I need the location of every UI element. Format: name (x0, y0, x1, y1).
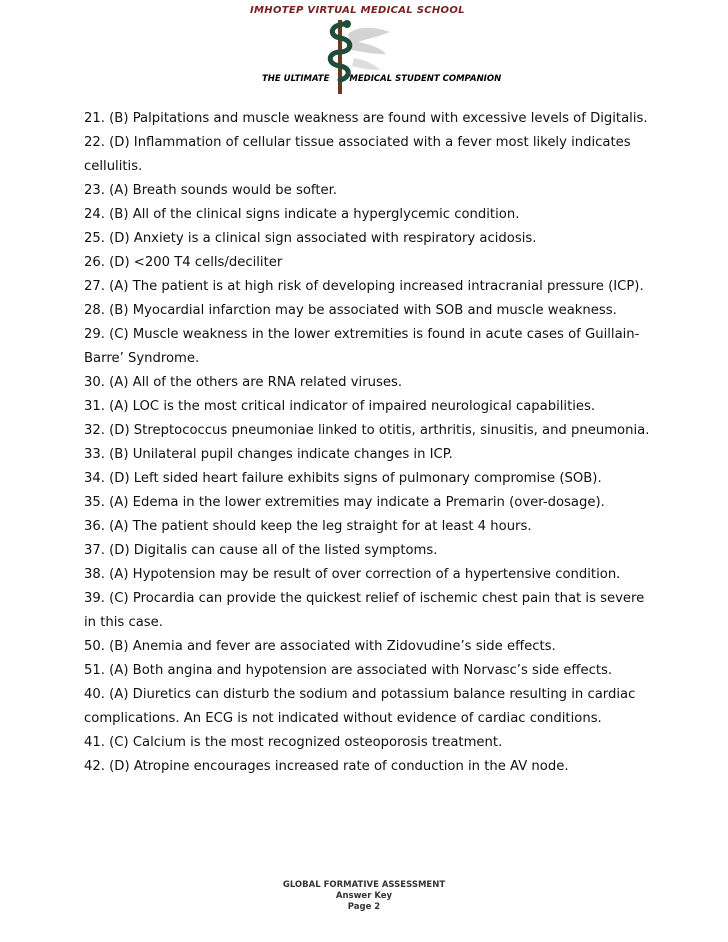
answer-item: 50. (B) Anemia and fever are associated with Zidovudine’s side effects. (84, 639, 556, 654)
subtitle-right: MEDICAL STUDENT COMPANION (349, 74, 502, 84)
answer-item: 33. (B) Unilateral pupil changes indicate changes in ICP. (84, 447, 453, 462)
subtitle (262, 74, 501, 84)
answer-item: 24. (B) All of the clinical signs indicate a hyperglycemic condition. (84, 207, 520, 222)
answer-item: 26. (D) <200 T4 cells/deciliter (84, 255, 283, 270)
page-footer (0, 880, 728, 913)
answer-item: 51. (A) Both angina and hypotension are associated with Norvasc’s side effects. (84, 663, 613, 678)
answer-item: 36. (A) The patient should keep the leg straight for at least 4 hours. (84, 519, 532, 534)
answer-item: 28. (B) Myocardial infarction may be associated with SOB and muscle weakness. (84, 303, 617, 318)
answer-item: 39. (C) Procardia can provide the quickest relief of ischemic chest pain that is severe in this case. (84, 591, 645, 630)
answer-item: 34. (D) Left sided heart failure exhibits signs of pulmonary compromise (SOB). (84, 471, 602, 486)
answer-item: 25. (D) Anxiety is a clinical sign associated with respiratory acidosis. (84, 231, 537, 246)
footer-title: GLOBAL FORMATIVE ASSESSMENT (282, 880, 446, 890)
school-title: IMHOTEP VIRTUAL MEDICAL SCHOOL (250, 5, 465, 16)
answer-item: 29. (C) Muscle weakness in the lower extremities is found in acute cases of Guillain-Barre’ Syndrome. (84, 327, 640, 366)
answer-item: 21. (B) Palpitations and muscle weakness are found with excessive levels of Digitalis. (84, 111, 648, 126)
answer-item: 22. (D) Inflammation of cellular tissue associated with a fever most likely indicates cellulitis. (84, 135, 631, 174)
answer-item: 30. (A) All of the others are RNA related viruses. (84, 375, 403, 390)
answer-item: 42. (D) Atropine encourages increased rate of conduction in the AV node. (84, 759, 569, 774)
answer-item: 38. (A) Hypotension may be result of over correction of a hypertensive condition. (84, 567, 621, 582)
page-header (0, 0, 728, 100)
answer-list (84, 107, 654, 779)
footer-subtitle: Answer Key (335, 891, 393, 901)
answer-item: 23. (A) Breath sounds would be softer. (84, 183, 338, 198)
answer-item: 31. (A) LOC is the most critical indicator of impaired neurological capabilities. (84, 399, 596, 414)
answer-item: 35. (A) Edema in the lower extremities may indicate a Premarin (over-dosage). (84, 495, 605, 510)
answer-item: 37. (D) Digitalis can cause all of the listed symptoms. (84, 543, 438, 558)
answer-item: 40. (A) Diuretics can disturb the sodium and potassium balance resulting in cardiac complications. An ECG is not indicated without evidence of cardiac conditions. (84, 687, 636, 726)
answer-item: 27. (A) The patient is at high risk of developing increased intracranial pressure (ICP). (84, 279, 644, 294)
answer-item: 41. (C) Calcium is the most recognized osteoporosis treatment. (84, 735, 503, 750)
subtitle-left: THE ULTIMATE (262, 74, 330, 84)
answer-item: 32. (D) Streptococcus pneumoniae linked to otitis, arthritis, sinusitis, and pneumonia. (84, 423, 650, 438)
page-number: Page 2 (347, 902, 381, 912)
